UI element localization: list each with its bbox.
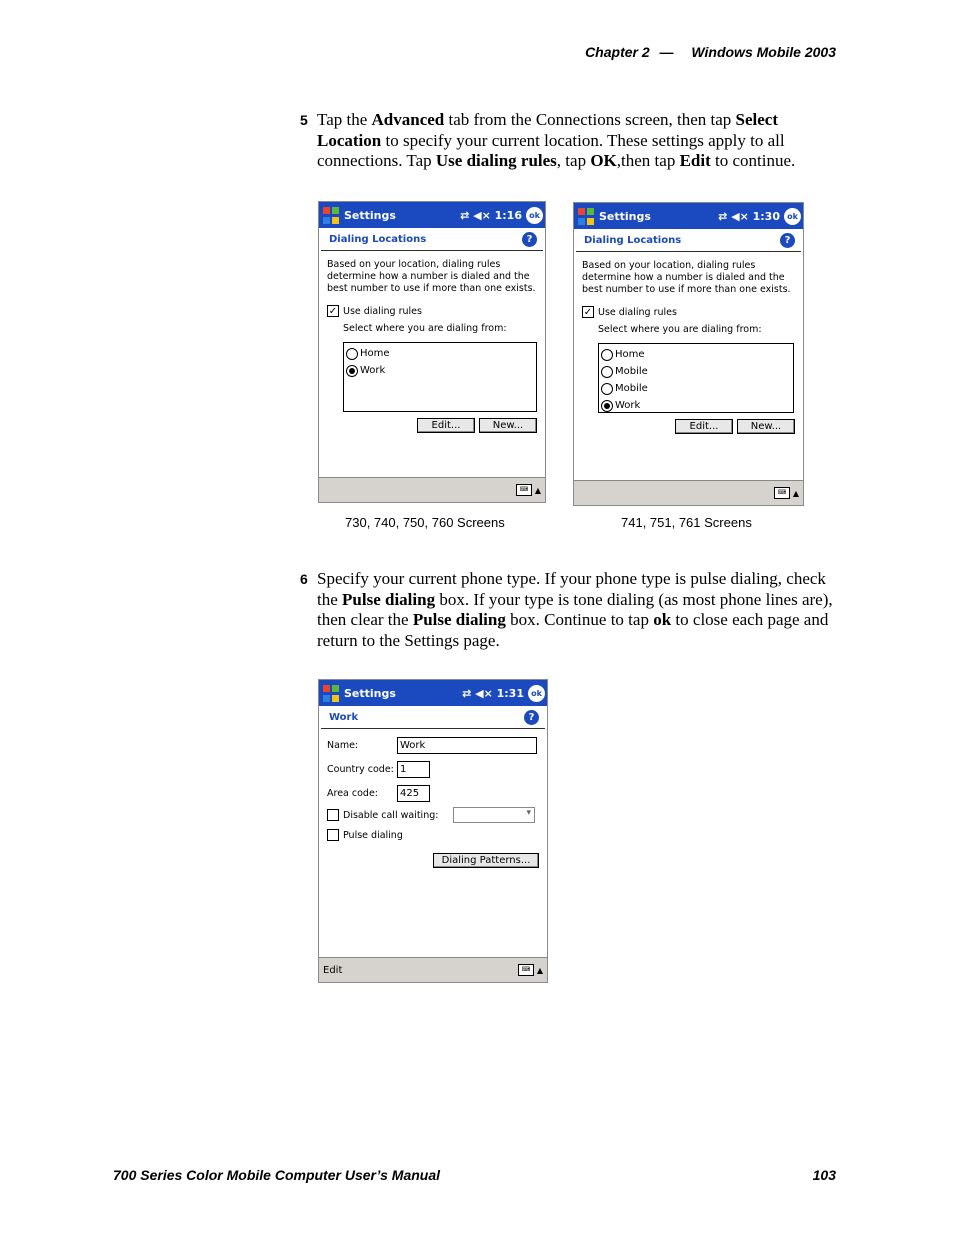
location-option-work[interactable]: Work [601, 397, 791, 414]
app-title: Settings [344, 208, 396, 222]
location-option-mobile-2[interactable]: Mobile [601, 380, 791, 397]
page-title: Dialing Locations [329, 233, 427, 245]
dialing-patterns-button[interactable]: Dialing Patterns... [433, 853, 539, 868]
menu-bar [574, 480, 803, 505]
step-text: Specify your current phone type. If your phone type is pulse dialing, check the Pulse dialing box. If your type is tone dialing (as most phone lines are), then clear the Pulse dialing box. Continue to tap ok to close each page and return to the Settings page. [317, 569, 833, 650]
menu-bar [319, 477, 545, 502]
select-label: Select where you are dialing from: [598, 324, 762, 335]
caret-up-icon[interactable]: ▲ [792, 488, 799, 498]
keyboard-icon[interactable]: ⌨ [518, 964, 534, 976]
location-option-work[interactable]: Work [346, 362, 534, 379]
location-option-mobile[interactable]: Mobile [601, 363, 791, 380]
pulse-dialing-checkbox[interactable] [327, 829, 339, 841]
radio-icon [601, 349, 613, 361]
checkbox-label: Use dialing rules [343, 305, 422, 317]
select-label: Select where you are dialing from: [343, 323, 507, 334]
description-text: Based on your location, dialing rules determine how a number is dialed and the best number to use if more than one exists. [582, 260, 791, 295]
page-title: Dialing Locations [584, 234, 682, 246]
edit-button[interactable]: Edit... [675, 419, 733, 434]
radio-icon [346, 348, 358, 360]
page-number: 103 [812, 1167, 836, 1183]
edit-button[interactable]: Edit... [417, 418, 475, 433]
header-dash: — [659, 44, 674, 60]
radio-icon [601, 366, 613, 378]
radio-selected-icon [346, 365, 358, 377]
pulse-dialing-label: Pulse dialing [343, 829, 403, 841]
location-listbox[interactable] [598, 343, 794, 413]
subtitle-bar [321, 228, 543, 251]
radio-selected-icon [601, 400, 613, 412]
use-dialing-rules-checkbox[interactable] [327, 305, 537, 317]
country-row [327, 757, 539, 781]
new-button[interactable]: New... [737, 419, 795, 434]
step-text: Tap the Advanced tab from the Connections screen, then tap Select Location to specify your current location. These settings apply to all connections. Tap Use dialing rules, tap OK,then tap Edit to continue. [317, 110, 796, 170]
screenshot-work-location [318, 679, 548, 983]
step-5 [300, 110, 840, 172]
chapter-label: Chapter 2 [585, 44, 650, 60]
use-dialing-rules-checkbox[interactable] [582, 306, 795, 318]
windows-start-icon[interactable] [321, 683, 341, 703]
caret-up-icon[interactable]: ▲ [534, 485, 541, 495]
windows-start-icon[interactable] [576, 206, 596, 226]
screenshot-dialing-locations-2 [573, 202, 804, 506]
title-bar [319, 202, 545, 228]
ok-button[interactable]: ok [528, 685, 545, 702]
checkmark-icon: ✓ [328, 306, 338, 317]
ok-button[interactable]: ok [784, 208, 801, 225]
disable-call-waiting-checkbox[interactable] [327, 809, 339, 821]
page-title: Work [329, 711, 359, 723]
caret-up-icon[interactable]: ▲ [536, 965, 543, 975]
name-row [327, 733, 539, 757]
app-title: Settings [599, 209, 651, 223]
checkmark-icon: ✓ [583, 307, 593, 318]
help-icon[interactable]: ? [522, 232, 537, 247]
title-bar [574, 203, 803, 229]
title-bar [319, 680, 547, 706]
name-label: Name: [327, 739, 359, 751]
step-6 [300, 569, 840, 651]
step-number: 6 [300, 571, 308, 587]
screenshot-dialing-locations-1 [318, 201, 546, 503]
caption-1: 730, 740, 750, 760 Screens [345, 515, 505, 530]
area-code-label: Area code: [327, 787, 378, 799]
pulse-dialing-row [327, 825, 539, 845]
help-icon[interactable]: ? [780, 233, 795, 248]
area-code-field[interactable]: 425 [397, 785, 430, 802]
disable-call-waiting-row [327, 805, 539, 825]
name-field[interactable]: Work [397, 737, 537, 754]
country-code-label: Country code: [327, 763, 394, 775]
manual-title: 700 Series Color Mobile Computer User’s Manual [113, 1167, 441, 1183]
edit-menu[interactable]: Edit [323, 964, 343, 976]
keyboard-icon[interactable]: ⌨ [516, 484, 532, 496]
location-option-home[interactable]: Home [346, 345, 534, 362]
status-icons: ⇄ ◀× 1:16 [460, 208, 522, 222]
help-icon[interactable]: ? [524, 710, 539, 725]
location-option-home[interactable]: Home [601, 346, 791, 363]
country-code-field[interactable]: 1 [397, 761, 430, 778]
new-button[interactable]: New... [479, 418, 537, 433]
area-row [327, 781, 539, 805]
section-label: Windows Mobile 2003 [691, 44, 836, 60]
running-header [585, 44, 836, 60]
subtitle-bar [321, 706, 545, 729]
ok-button[interactable]: ok [526, 207, 543, 224]
call-waiting-dropdown[interactable] [453, 807, 535, 823]
caption-2: 741, 751, 761 Screens [621, 515, 752, 530]
keyboard-icon[interactable]: ⌨ [774, 487, 790, 499]
disable-call-waiting-label: Disable call waiting: [343, 809, 439, 821]
app-title: Settings [344, 686, 396, 700]
windows-start-icon[interactable] [321, 205, 341, 225]
radio-icon [601, 383, 613, 395]
description-text: Based on your location, dialing rules determine how a number is dialed and the best number to use if more than one exists. [327, 259, 536, 294]
checkbox-label: Use dialing rules [598, 306, 677, 318]
step-number: 5 [300, 112, 308, 128]
subtitle-bar [576, 229, 801, 252]
menu-bar [319, 957, 547, 982]
status-icons: ⇄ ◀× 1:31 [462, 686, 524, 700]
location-listbox[interactable] [343, 342, 537, 412]
status-icons: ⇄ ◀× 1:30 [718, 209, 780, 223]
